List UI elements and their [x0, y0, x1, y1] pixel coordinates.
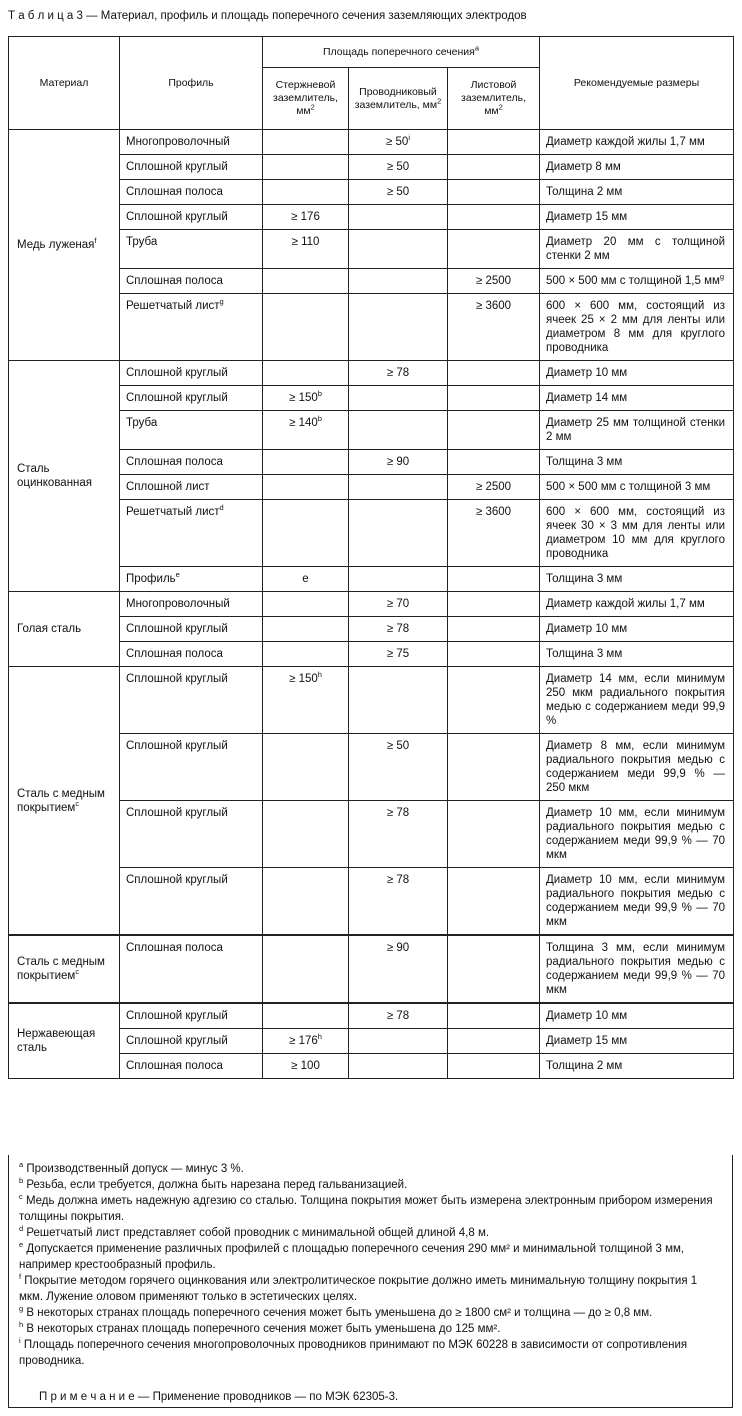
- sheet-area-cell: [448, 361, 540, 386]
- conductor-area-cell: [349, 269, 448, 294]
- recommended-size-cell: Диаметр 10 мм: [540, 1003, 734, 1029]
- conductor-area-cell: [349, 1029, 448, 1054]
- sheet-area-cell: [448, 734, 540, 801]
- rod-area-cell: [263, 642, 349, 667]
- profile-cell: Сплошная полоса: [120, 642, 263, 667]
- profile-cell: Многопроволочный: [120, 130, 263, 155]
- recommended-size-cell: Диаметр 15 мм: [540, 205, 734, 230]
- sheet-area-cell: [448, 667, 540, 734]
- table-body: [9, 130, 734, 1079]
- header-profile: Профиль: [120, 37, 263, 130]
- profile-cell: Профиль$^e$: [120, 567, 263, 592]
- conductor-area-cell: [349, 1054, 448, 1079]
- recommended-size-cell: 600 × 600 мм, состоящий из ячеек 25 × 2 мм для ленты или диаметром 8 мм для круглого проводника: [540, 294, 734, 361]
- footnote: $^g$ В некоторых странах площадь поперечного сечения может быть уменьшена до ≥ 1800 см² и толщина — до ≥ 0,8 мм.: [19, 1304, 653, 1319]
- footnote: $^d$ Решетчатый лист представляет собой проводник с минимальной общей длиной 4,8 м.: [19, 1224, 490, 1239]
- sheet-area-cell: [448, 130, 540, 155]
- sheet-area-cell: [448, 642, 540, 667]
- header-material: Материал: [9, 37, 120, 130]
- conductor-area-cell: [349, 411, 448, 450]
- conductor-area-cell: [349, 230, 448, 269]
- recommended-size-cell: Толщина 3 мм: [540, 567, 734, 592]
- footnote: $^f$ Покрытие методом горячего оцинкования или электролитическое покрытие должно иметь минимальную толщину покрытия 1 мкм. Лужение оловом применяют только в эстетических целях.: [19, 1272, 698, 1303]
- rod-area-cell: [263, 475, 349, 500]
- profile-cell: Труба: [120, 230, 263, 269]
- conductor-area-cell: ≥ 78: [349, 1003, 448, 1029]
- rod-area-cell: ≥ 100: [263, 1054, 349, 1079]
- conductor-area-cell: [349, 205, 448, 230]
- table-header: [9, 37, 734, 130]
- material-cell: Сталь с медным покрытием$^c$: [9, 935, 120, 1003]
- profile-cell: Многопроволочный: [120, 592, 263, 617]
- rod-area-cell: [263, 155, 349, 180]
- table-row: [9, 361, 734, 386]
- sheet-area-cell: [448, 155, 540, 180]
- profile-cell: Сплошной круглый: [120, 361, 263, 386]
- rod-area-cell: [263, 592, 349, 617]
- rod-area-cell: ≥ $140^b$: [263, 411, 349, 450]
- header-sheet: Листовой заземлитель, $мм^2$: [448, 68, 540, 130]
- rod-area-cell: ≥ $176^h$: [263, 1029, 349, 1054]
- conductor-area-cell: ≥ 75: [349, 642, 448, 667]
- recommended-size-cell: Диаметр 8 мм: [540, 155, 734, 180]
- footnote: $^a$ Производственный допуск — минус 3 %.: [19, 1160, 244, 1175]
- conductor-area-cell: [349, 386, 448, 411]
- conductor-area-cell: ≥ 90: [349, 450, 448, 475]
- profile-cell: Сплошной круглый: [120, 1029, 263, 1054]
- profile-cell: Сплошная полоса: [120, 269, 263, 294]
- conductor-area-cell: [349, 475, 448, 500]
- rod-area-cell: ≥ 110: [263, 230, 349, 269]
- footnote: $^h$ В некоторых странах площадь поперечного сечения может быть уменьшена до 125 мм².: [19, 1320, 501, 1335]
- profile-cell: Сплошная полоса: [120, 450, 263, 475]
- conductor-area-cell: ≥ 78: [349, 868, 448, 936]
- footnote: $^i$ Площадь поперечного сечения многопроволочных проводников принимают по МЭК 60228 в зависимости от сопротивления проводника.: [19, 1336, 688, 1367]
- profile-cell: Сплошной лист: [120, 475, 263, 500]
- rod-area-cell: [263, 1003, 349, 1029]
- recommended-size-cell: Диаметр 15 мм: [540, 1029, 734, 1054]
- profile-cell: Сплошной круглый: [120, 801, 263, 868]
- material-cell: Голая сталь: [9, 592, 120, 667]
- rod-area-cell: [263, 294, 349, 361]
- sheet-area-cell: [448, 180, 540, 205]
- profile-cell: Сплошной круглый: [120, 205, 263, 230]
- table-note: П р и м е ч а н и е — Применение проводников — по МЭК 62305-3.: [39, 1391, 399, 1403]
- rod-area-cell: [263, 868, 349, 936]
- rod-area-cell: ≥ 176: [263, 205, 349, 230]
- material-cell: Сталь с медным покрытием$^c$: [9, 667, 120, 936]
- rod-area-cell: [263, 734, 349, 801]
- recommended-size-cell: Диаметр 25 мм толщиной стенки 2 мм: [540, 411, 734, 450]
- sheet-area-cell: [448, 567, 540, 592]
- rod-area-cell: [263, 617, 349, 642]
- header-rod: Стержневой заземлитель, $мм^2$: [263, 68, 349, 130]
- sheet-area-cell: [448, 386, 540, 411]
- table-row: [9, 592, 734, 617]
- sheet-area-cell: [448, 205, 540, 230]
- rod-area-cell: [263, 500, 349, 567]
- material-cell: Медь луженая$^f$: [9, 130, 120, 361]
- rod-area-cell: [263, 269, 349, 294]
- recommended-size-cell: Диаметр 8 мм, если минимум радиального покрытия медью с содержанием меди 99,9 % — 250 мкм: [540, 734, 734, 801]
- conductor-area-cell: ≥ 78: [349, 801, 448, 868]
- conductor-area-cell: ≥ 50: [349, 734, 448, 801]
- recommended-size-cell: 500 × 500 мм с толщиной 1,5 $мм^g$: [540, 269, 734, 294]
- profile-cell: Сплошная полоса: [120, 935, 263, 1003]
- footnote-list: [19, 1161, 722, 1369]
- profile-cell: Труба: [120, 411, 263, 450]
- sheet-area-cell: [448, 592, 540, 617]
- table-caption: Т а б л и ц а 3 — Материал, профиль и площадь поперечного сечения заземляющих электродов: [8, 10, 527, 22]
- sheet-area-cell: [448, 450, 540, 475]
- recommended-size-cell: Диаметр 14 мм, если минимум 250 мкм радиального покрытия медью с содержанием меди 99,9 %: [540, 667, 734, 734]
- recommended-size-cell: Диаметр 10 мм: [540, 617, 734, 642]
- sheet-area-cell: [448, 1003, 540, 1029]
- rod-area-cell: ≥ $150^h$: [263, 667, 349, 734]
- recommended-size-cell: 600 × 600 мм, состоящий из ячеек 30 × 3 мм для ленты или диаметром 10 мм для круглого проводника: [540, 500, 734, 567]
- sheet-area-cell: [448, 935, 540, 1003]
- rod-area-cell: [263, 130, 349, 155]
- sheet-area-cell: ≥ 2500: [448, 475, 540, 500]
- sheet-area-cell: ≥ 3600: [448, 294, 540, 361]
- footnote: $^b$ Резьба, если требуется, должна быть нарезана перед гальванизацией.: [19, 1176, 408, 1191]
- rod-area-cell: [263, 450, 349, 475]
- rod-area-cell: [263, 361, 349, 386]
- conductor-area-cell: ≥ 50: [349, 155, 448, 180]
- conductor-area-cell: [349, 500, 448, 567]
- profile-cell: Решетчатый лист$^d$: [120, 500, 263, 567]
- conductor-area-cell: ≥ 90: [349, 935, 448, 1003]
- conductor-area-cell: ≥ 78: [349, 361, 448, 386]
- rod-area-cell: ≥ $150^b$: [263, 386, 349, 411]
- material-cell: Сталь оцинкованная: [9, 361, 120, 592]
- recommended-size-cell: Диаметр каждой жилы 1,7 мм: [540, 592, 734, 617]
- profile-cell: Сплошной круглый: [120, 617, 263, 642]
- recommended-size-cell: Диаметр 20 мм с толщиной стенки 2 мм: [540, 230, 734, 269]
- sheet-area-cell: [448, 1029, 540, 1054]
- recommended-size-cell: Толщина 3 мм: [540, 642, 734, 667]
- sheet-area-cell: ≥ 3600: [448, 500, 540, 567]
- recommended-size-cell: 500 × 500 мм с толщиной 3 мм: [540, 475, 734, 500]
- profile-cell: Сплошной круглый: [120, 386, 263, 411]
- recommended-size-cell: Толщина 2 мм: [540, 180, 734, 205]
- header-area-group: Площадь поперечного сечения$^a$: [263, 37, 540, 68]
- electrode-table: [8, 36, 734, 1079]
- profile-cell: Сплошной круглый: [120, 868, 263, 936]
- sheet-area-cell: [448, 801, 540, 868]
- material-cell: Нержавеющая сталь: [9, 1003, 120, 1079]
- footnote: $^e$ Допускается применение различных профилей с площадью поперечного сечения 290 мм² и минимальной толщиной 3 мм, например крестообразный профиль.: [19, 1240, 685, 1271]
- conductor-area-cell: ≥ 50: [349, 180, 448, 205]
- footnote: $^c$ Медь должна иметь надежную адгезию со сталью. Толщина покрытия может быть измерена электронным прибором измерения толщины покрытия.: [19, 1192, 713, 1223]
- sheet-area-cell: [448, 1054, 540, 1079]
- profile-cell: Сплошной круглый: [120, 734, 263, 801]
- recommended-size-cell: Толщина 3 мм, если минимум радиального покрытия медью с содержанием меди 99,9 % — 70 мкм: [540, 935, 734, 1003]
- profile-cell: Решетчатый лист$^g$: [120, 294, 263, 361]
- recommended-size-cell: Толщина 3 мм: [540, 450, 734, 475]
- rod-area-cell: [263, 180, 349, 205]
- recommended-size-cell: Диаметр 14 мм: [540, 386, 734, 411]
- table-row: [9, 935, 734, 1003]
- recommended-size-cell: Диаметр 10 мм, если минимум радиального покрытия медью с содержанием меди 99,9 % — 70 мкм: [540, 868, 734, 936]
- conductor-area-cell: [349, 294, 448, 361]
- profile-cell: Сплошная полоса: [120, 180, 263, 205]
- recommended-size-cell: Диаметр 10 мм, если минимум радиального покрытия медью с содержанием меди 99,9 % — 70 мкм: [540, 801, 734, 868]
- conductor-area-cell: [349, 567, 448, 592]
- rod-area-cell: [263, 935, 349, 1003]
- table-row: [9, 667, 734, 734]
- sheet-area-cell: [448, 617, 540, 642]
- table-row: [9, 130, 734, 155]
- rod-area-cell: [263, 801, 349, 868]
- recommended-size-cell: Диаметр 10 мм: [540, 361, 734, 386]
- footnotes: [8, 1155, 733, 1408]
- sheet-area-cell: [448, 230, 540, 269]
- conductor-area-cell: ≥ 70: [349, 592, 448, 617]
- sheet-area-cell: [448, 868, 540, 936]
- conductor-area-cell: ≥ $50^i$: [349, 130, 448, 155]
- profile-cell: Сплошной круглый: [120, 155, 263, 180]
- recommended-size-cell: Толщина 2 мм: [540, 1054, 734, 1079]
- header-conductor: Проводниковый заземлитель, $мм^2$: [349, 68, 448, 130]
- rod-area-cell: e: [263, 567, 349, 592]
- conductor-area-cell: ≥ 78: [349, 617, 448, 642]
- profile-cell: Сплошная полоса: [120, 1054, 263, 1079]
- header-recommended: Рекомендуемые размеры: [540, 37, 734, 130]
- conductor-area-cell: [349, 667, 448, 734]
- table-row: [9, 1003, 734, 1029]
- recommended-size-cell: Диаметр каждой жилы 1,7 мм: [540, 130, 734, 155]
- sheet-area-cell: ≥ 2500: [448, 269, 540, 294]
- sheet-area-cell: [448, 411, 540, 450]
- profile-cell: Сплошной круглый: [120, 1003, 263, 1029]
- profile-cell: Сплошной круглый: [120, 667, 263, 734]
